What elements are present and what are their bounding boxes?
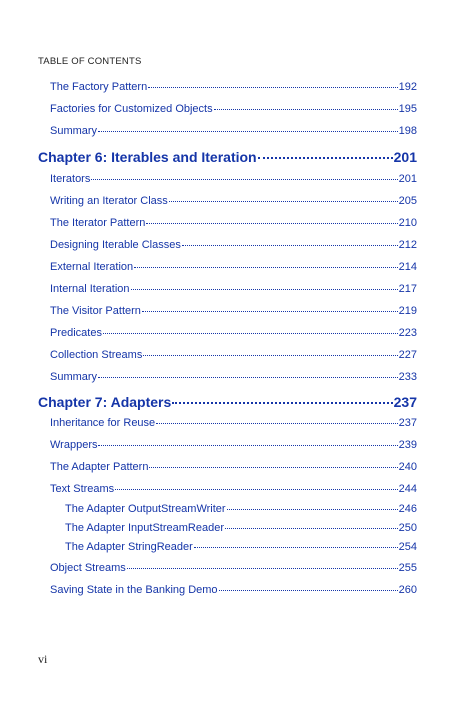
leader-dots xyxy=(103,333,398,334)
leader-dots xyxy=(146,223,397,224)
leader-dots xyxy=(98,377,398,378)
toc-entry[interactable] xyxy=(50,439,417,451)
toc-entry-page: 195 xyxy=(398,103,417,115)
toc-entry[interactable] xyxy=(50,125,417,137)
toc-entry-title: Object Streams xyxy=(50,562,126,574)
toc-entry-title: Text Streams xyxy=(50,483,115,495)
toc-entry-page: 217 xyxy=(398,283,417,295)
toc-entry-title: Iterators xyxy=(50,173,91,185)
leader-dots xyxy=(194,547,398,548)
toc-entry-title: Predicates xyxy=(50,327,102,339)
toc-chapter-page: 201 xyxy=(393,149,417,165)
toc-entry-title: External Iteration xyxy=(50,261,134,273)
leader-dots xyxy=(142,311,398,312)
leader-dots xyxy=(143,355,397,356)
leader-dots xyxy=(225,528,398,529)
toc-entry-title: The Factory Pattern xyxy=(50,81,148,93)
toc-chapter-title: Chapter 7: Adapters xyxy=(38,394,172,410)
toc-entry-page: 214 xyxy=(398,261,417,273)
toc-entry-title: Collection Streams xyxy=(50,349,143,361)
toc-entry-page: 237 xyxy=(398,417,417,429)
toc-entry[interactable] xyxy=(50,349,417,361)
leader-dots xyxy=(148,87,397,88)
toc-entry-page: 201 xyxy=(398,173,417,185)
toc-entry[interactable] xyxy=(50,195,417,207)
toc-subentry-page: 250 xyxy=(398,522,417,534)
toc-subentry[interactable] xyxy=(65,541,417,553)
leader-dots xyxy=(115,489,397,490)
toc-entry[interactable] xyxy=(50,173,417,185)
toc-entry-page: 255 xyxy=(398,562,417,574)
toc-entry[interactable] xyxy=(50,81,417,93)
toc-subentry-page: 254 xyxy=(398,541,417,553)
toc-entry-page: 240 xyxy=(398,461,417,473)
toc-entry-page: 227 xyxy=(398,349,417,361)
toc-entry-title: Inheritance for Reuse xyxy=(50,417,156,429)
toc-entry-title: Summary xyxy=(50,125,98,137)
toc-entry-title: The Adapter Pattern xyxy=(50,461,149,473)
toc-entry-title: The Iterator Pattern xyxy=(50,217,146,229)
toc-chapter-entry[interactable] xyxy=(38,149,417,165)
toc-entry[interactable] xyxy=(50,261,417,273)
leader-dots xyxy=(258,157,393,159)
leader-dots xyxy=(182,245,398,246)
toc-entry[interactable] xyxy=(50,327,417,339)
toc-entry-page: 219 xyxy=(398,305,417,317)
toc-entry[interactable] xyxy=(50,305,417,317)
leader-dots xyxy=(134,267,397,268)
toc-entry[interactable] xyxy=(50,283,417,295)
toc-entry-page: 205 xyxy=(398,195,417,207)
toc-entry-title: Saving State in the Banking Demo xyxy=(50,584,218,596)
toc-entry[interactable] xyxy=(50,217,417,229)
toc-entry-page: 210 xyxy=(398,217,417,229)
toc-subentry[interactable] xyxy=(65,503,417,515)
page-folio: vi xyxy=(38,652,48,666)
leader-dots xyxy=(131,289,398,290)
toc-subentry-title: The Adapter InputStreamReader xyxy=(65,522,224,534)
toc-entry[interactable] xyxy=(50,239,417,251)
toc-subentry-title: The Adapter StringReader xyxy=(65,541,193,553)
leader-dots xyxy=(214,109,398,110)
toc-entry[interactable] xyxy=(50,103,417,115)
toc-entry[interactable] xyxy=(50,417,417,429)
leader-dots xyxy=(169,201,398,202)
toc-entry-page: 223 xyxy=(398,327,417,339)
leader-dots xyxy=(156,423,397,424)
leader-dots xyxy=(149,467,397,468)
leader-dots xyxy=(91,179,397,180)
toc-entry-title: The Visitor Pattern xyxy=(50,305,141,317)
leader-dots xyxy=(227,509,398,510)
toc-entry-page: 244 xyxy=(398,483,417,495)
toc-entry-page: 233 xyxy=(398,371,417,383)
toc-chapter-entry[interactable] xyxy=(38,394,417,410)
toc-entry-title: Internal Iteration xyxy=(50,283,130,295)
leader-dots xyxy=(98,131,398,132)
page-header: TABLE OF CONTENTS xyxy=(38,56,142,67)
toc-entry[interactable] xyxy=(50,562,417,574)
toc-entry-title: Designing Iterable Classes xyxy=(50,239,181,251)
toc-entry-page: 198 xyxy=(398,125,417,137)
toc-chapter-title: Chapter 6: Iterables and Iteration xyxy=(38,149,257,165)
toc-entry-title: Wrappers xyxy=(50,439,98,451)
toc-entry-page: 192 xyxy=(398,81,417,93)
toc-entry-page: 260 xyxy=(398,584,417,596)
toc-entry-page: 239 xyxy=(398,439,417,451)
toc-entry[interactable] xyxy=(50,371,417,383)
toc-subentry-page: 246 xyxy=(398,503,417,515)
toc-entry[interactable] xyxy=(50,584,417,596)
leader-dots xyxy=(219,590,398,591)
leader-dots xyxy=(98,445,397,446)
toc-subentry-title: The Adapter OutputStreamWriter xyxy=(65,503,226,515)
toc-entry-title: Factories for Customized Objects xyxy=(50,103,213,115)
toc-entry-page: 212 xyxy=(398,239,417,251)
toc-subentry[interactable] xyxy=(65,522,417,534)
toc-entry-title: Summary xyxy=(50,371,98,383)
toc-chapter-page: 237 xyxy=(393,394,417,410)
toc-entry[interactable] xyxy=(50,461,417,473)
leader-dots xyxy=(172,402,392,404)
leader-dots xyxy=(127,568,398,569)
toc-entry[interactable] xyxy=(50,483,417,495)
toc-entry-title: Writing an Iterator Class xyxy=(50,195,168,207)
